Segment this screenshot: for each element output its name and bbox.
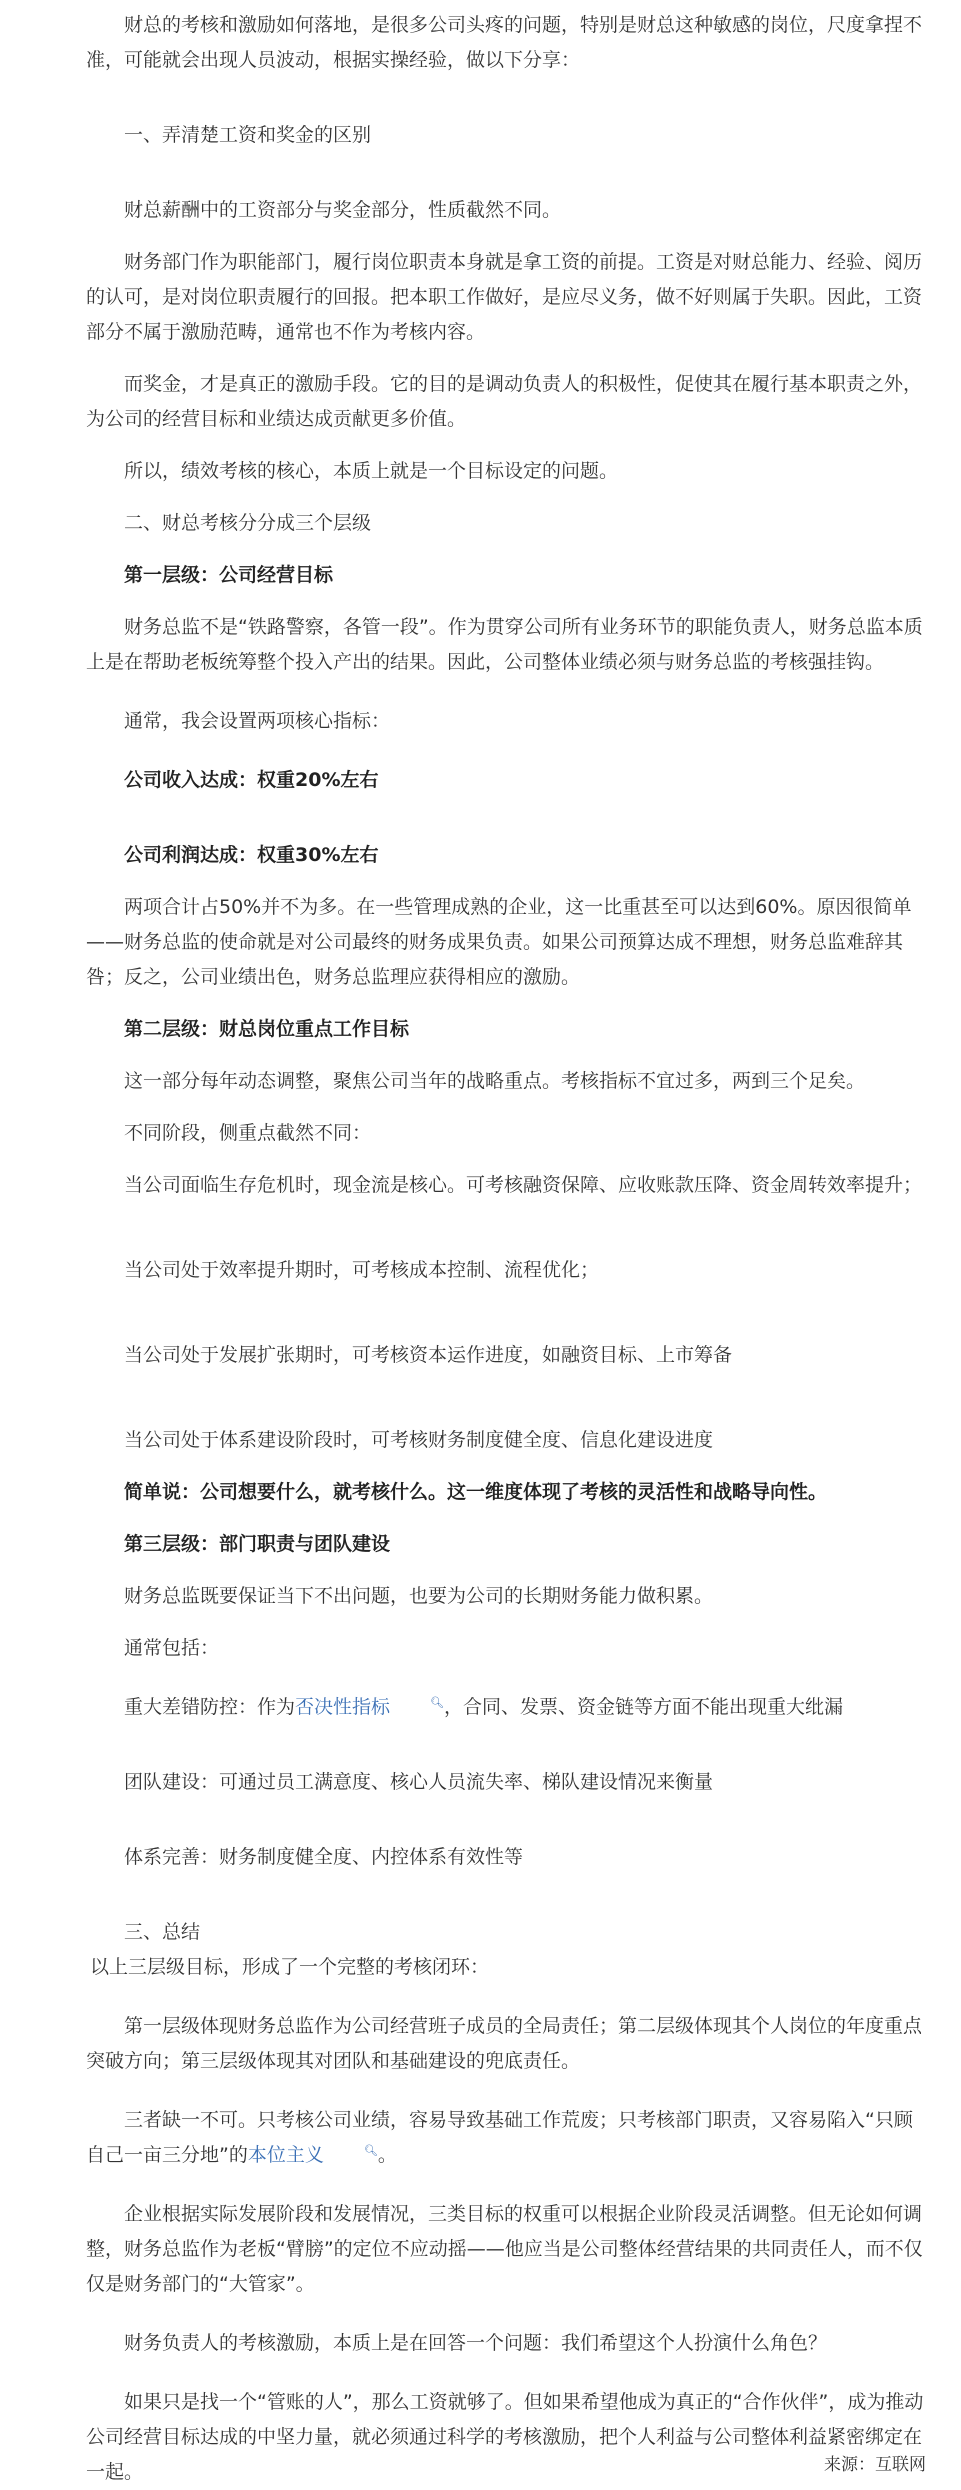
text: 三者缺一不可。只考核公司业绩，容易导致基础工作荒废；只考核部门职责，又容易陷入“只顾自己一亩三分地”的 xyxy=(86,2109,913,2166)
paragraph: 第一层级体现财务总监作为公司经营班子成员的全局责任；第二层级体现其个人岗位的年度重点突破方向；第三层级体现其对团队和基础建设的兜底责任。 xyxy=(86,2015,923,2072)
source-credit: 来源：互联网 xyxy=(824,2455,926,2475)
section-heading-1: 一、弄清楚工资和奖金的区别 xyxy=(124,124,372,146)
section-heading-2: 二、财总考核分分成三个层级 xyxy=(124,512,372,534)
departmentalism-link[interactable]: 本位主义 xyxy=(247,2144,324,2166)
paragraph: 所以，绩效考核的核心，本质上就是一个目标设定的问题。 xyxy=(124,460,619,482)
subheading-level-2: 第二层级：财总岗位重点工作目标 xyxy=(124,1018,410,1040)
paragraph: 当公司面临生存危机时，现金流是核心。可考核融资保障、应收账款压降、资金周转效率提升； xyxy=(124,1174,923,1196)
search-icon[interactable]: 🔍︎ xyxy=(363,2143,378,2157)
paragraph: 两项合计占50%并不为多。在一些管理成熟的企业，这一比重甚至可以达到60%。原因很简单——财务总监的使命就是对公司最终的财务成果负责。如果公司预算达成不理想，财务总监难辞其咎；反之，公司业绩出色，财务总监理应获得相应的激励。 xyxy=(86,896,912,988)
kpi-revenue: 公司收入达成：权重20%左右 xyxy=(124,769,379,791)
paragraph: 财务总监既要保证当下不出问题，也要为公司的长期财务能力做积累。 xyxy=(124,1585,714,1607)
paragraph: 团队建设：可通过员工满意度、核心人员流失率、梯队建设情况来衡量 xyxy=(124,1771,714,1793)
text: 。 xyxy=(377,2144,397,2166)
section-heading-3: 三、总结 xyxy=(124,1921,201,1943)
paragraph: 当公司处于效率提升期时，可考核成本控制、流程优化； xyxy=(124,1259,600,1281)
paragraph: 财务总监不是“铁路警察，各管一段”。作为贯穿公司所有业务环节的职能负责人，财务总监本质上是在帮助老板统筹整个投入产出的结果。因此，公司整体业绩必须与财务总监的考核强挂钩。 xyxy=(86,616,923,673)
kpi-profit: 公司利润达成：权重30%左右 xyxy=(124,844,379,866)
paragraph: 财务部门作为职能部门，履行岗位职责本身就是拿工资的前提。工资是对财总能力、经验、阅历的认可，是对岗位职责履行的回报。把本职工作做好，是应尽义务，做不好则属于失职。因此，工资部分不属于激励范畴，通常也不作为考核内容。 xyxy=(86,251,923,343)
paragraph: 企业根据实际发展阶段和发展情况，三类目标的权重可以根据企业阶段灵活调整。但无论如何调整，财务总监作为老板“臂膀”的定位不应动摇——他应当是公司整体经营结果的共同责任人，而不仅仅是财务部门的“大管家”。 xyxy=(86,2203,923,2295)
paragraph-major-error xyxy=(86,1690,931,1725)
paragraph: 这一部分每年动态调整，聚焦公司当年的战略重点。考核指标不宜过多，两到三个足矣。 xyxy=(124,1070,866,1092)
subheading-level-3: 第三层级：部门职责与团队建设 xyxy=(124,1533,391,1555)
text: ，合同、发票、资金链等方面不能出现重大纰漏 xyxy=(444,1696,844,1718)
paragraph: 而奖金，才是真正的激励手段。它的目的是调动负责人的积极性，促使其在履行基本职责之外，为公司的经营目标和业绩达成贡献更多价值。 xyxy=(86,373,923,430)
paragraph: 财务负责人的考核激励，本质上是在回答一个问题：我们希望这个人扮演什么角色？ xyxy=(124,2332,828,2354)
search-icon[interactable]: 🔍︎ xyxy=(430,1695,444,1709)
paragraph: 通常包括： xyxy=(124,1637,220,1659)
paragraph: 财总薪酬中的工资部分与奖金部分，性质截然不同。 xyxy=(124,199,562,221)
paragraph: 不同阶段，侧重点截然不同： xyxy=(124,1122,372,1144)
text: 重大差错防控：作为 xyxy=(124,1696,296,1718)
paragraph-departmentalism xyxy=(86,2103,931,2173)
veto-indicator-link[interactable]: 否决性指标 xyxy=(295,1696,391,1718)
summary-statement: 简单说：公司想要什么，就考核什么。这一维度体现了考核的灵活性和战略导向性。 xyxy=(124,1481,828,1503)
paragraph: 体系完善：财务制度健全度、内控体系有效性等 xyxy=(124,1846,524,1868)
intro-paragraph: 财总的考核和激励如何落地，是很多公司头疼的问题，特别是财总这种敏感的岗位，尺度拿捏不准，可能就会出现人员波动，根据实操经验，做以下分享： xyxy=(86,14,923,71)
subheading-level-1: 第一层级：公司经营目标 xyxy=(124,564,334,586)
paragraph: 以上三层级目标，形成了一个完整的考核闭环： xyxy=(90,1956,490,1978)
paragraph: 当公司处于发展扩张期时，可考核资本运作进度，如融资目标、上市筹备 xyxy=(124,1344,733,1366)
paragraph: 当公司处于体系建设阶段时，可考核财务制度健全度、信息化建设进度 xyxy=(124,1429,714,1451)
paragraph: 通常，我会设置两项核心指标： xyxy=(124,710,391,732)
paragraph: 如果只是找一个“管账的人”，那么工资就够了。但如果希望他成为真正的“合作伙伴”，成为推动公司经营目标达成的中坚力量，就必须通过科学的考核激励，把个人利益与公司整体利益紧密绑定在一起。 xyxy=(86,2391,924,2483)
